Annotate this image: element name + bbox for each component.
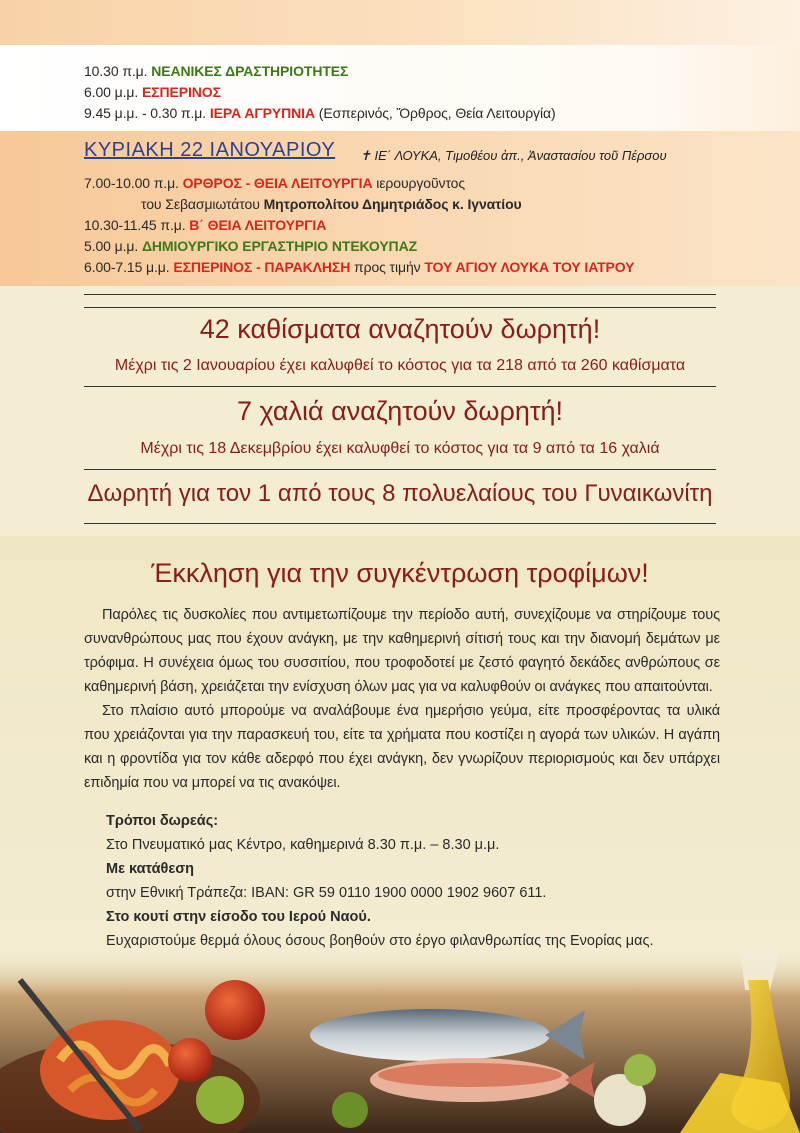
schedule-row: 6.00-7.15 μ.μ. ΕΣΠΕΡΙΝΟΣ - ΠΑΡΑΚΛΗΣΗ προς τιμήν ΤΟΥ ΑΓΙΟΥ ΛΟΥΚΑ ΤΟΥ ΙΑΤΡΟΥ (84, 259, 635, 275)
food-appeal-title: Έκκληση για την συγκέντρωση τροφίμων! (151, 558, 649, 588)
divider (84, 469, 716, 470)
donation-deposit-iban: στην Εθνική Τράπεζα: IBAN: GR 59 0110 1900 0000 1902 9607 611. (106, 885, 547, 901)
donation-way-center: Στο Πνευματικό μας Κέντρο, καθημερινά 8.30 π.μ. – 8.30 μ.μ. (106, 837, 500, 853)
schedule-row: 10.30 π.μ. ΝΕΑΝΙΚΕΣ ΔΡΑΣΤΗΡΙΟΤΗΤΕΣ (84, 63, 349, 79)
top-band (0, 0, 800, 45)
rugs-appeal-title: 7 χαλιά αναζητούν δωρητή! (236, 396, 564, 426)
divider (84, 523, 716, 524)
chandelier-appeal: Δωρητή για τον 1 από τους 8 πολυελαίους του Γυναικωνίτη (87, 480, 713, 507)
sunday-saints: ✝ ΙΕ΄ ΛΟΥΚΑ, Τιμοθέου ἀπ., Ἀναστασίου τοῦ Πέρσου (360, 148, 667, 163)
schedule-row: 5.00 μ.μ. ΔΗΜΙΟΥΡΓΙΚΟ ΕΡΓΑΣΤΗΡΙΟ ΝΤΕΚΟΥΠΑΖ (84, 238, 418, 254)
divider (84, 307, 716, 308)
divider (84, 386, 716, 387)
seats-appeal-subtitle: Μέχρι τις 2 Ιανουαρίου έχει καλυφθεί το κόστος για τα 218 από τα 260 καθίσματα (114, 357, 686, 374)
thanks-text: Ευχαριστούμε θερμά όλους όσους βοηθούν στο έργο φιλανθρωπίας της Ενορίας μας. (106, 933, 654, 949)
schedule-row: 6.00 μ.μ. ΕΣΠΕΡΙΝΟΣ (84, 84, 221, 100)
donation-box-label: Στο κουτί στην είσοδο του Ιερού Ναού. (106, 909, 371, 925)
seats-appeal-title: 42 καθίσματα αναζητούν δωρητή! (199, 314, 601, 344)
food-appeal-paragraph: Στο πλαίσιο αυτό μπορούμε να αναλάβουμε ένα ημερήσιο γεύμα, είτε προσφέροντας τα υλικά που χρειάζονται για την παρασκευή του, είτε τα χρήματα που κοστίζει η αγορά των υλικών. Η αγάπη και η φροντίδα για τον κάθε αδερφό που έχει ανάγκη, δεν γνωρίζουν περιορισμούς και δεν υπάρχει επιδημία που να μπορεί να τις ανακόψει. (84, 703, 720, 791)
food-photo (0, 950, 800, 1133)
food-photo-illustration (0, 950, 800, 1133)
donation-deposit-label: Με κατάθεση (106, 861, 194, 877)
schedule-row-continuation: του Σεβασμιωτάτου Μητροπολίτου Δημητριάδος κ. Ιγνατίου (141, 196, 522, 212)
schedule-row: 9.45 μ.μ. - 0.30 π.μ. ΙΕΡΑ ΑΓΡΥΠΝΙΑ (Εσπερινός, Ὄρθρος, Θεία Λειτουργία) (84, 105, 556, 121)
donation-ways-label: Τρόποι δωρεάς: (106, 813, 219, 829)
food-appeal-text (84, 603, 720, 795)
food-appeal-paragraph: Παρόλες τις δυσκολίες που αντιμετωπίζουμε την περίοδο αυτή, συνεχίζουμε να στηρίζουμε τους συνανθρώπους μας που έχουν ανάγκη, με την καθημερινή σίτισή τους και την διανομή δεμάτων με τρόφιμα. Η συνέχεια όμως του συσσιτίου, που τροφοδοτεί με ζεστό φαγητό δεκάδες ανθρώπους σε καθημερινή βάση, χρειάζεται την ενίσχυση όλων μας για να καλυφθούν οι ανάγκες που απαιτούνται. (84, 607, 720, 695)
schedule-row: 7.00-10.00 π.μ. ΟΡΘΡΟΣ - ΘΕΙΑ ΛΕΙΤΟΥΡΓΙΑ ιερουργοῦντος (84, 175, 466, 191)
schedule-row: 10.30-11.45 π.μ. Β΄ ΘΕΙΑ ΛΕΙΤΟΥΡΓΙΑ (84, 217, 327, 233)
rugs-appeal-subtitle: Μέχρι τις 18 Δεκεμβρίου έχει καλυφθεί το κόστος για τα 9 από τα 16 χαλιά (140, 440, 660, 457)
divider (84, 294, 716, 295)
sunday-heading: ΚΥΡΙΑΚΗ 22 ΙΑΝΟΥΑΡΙΟΥ (84, 139, 336, 161)
